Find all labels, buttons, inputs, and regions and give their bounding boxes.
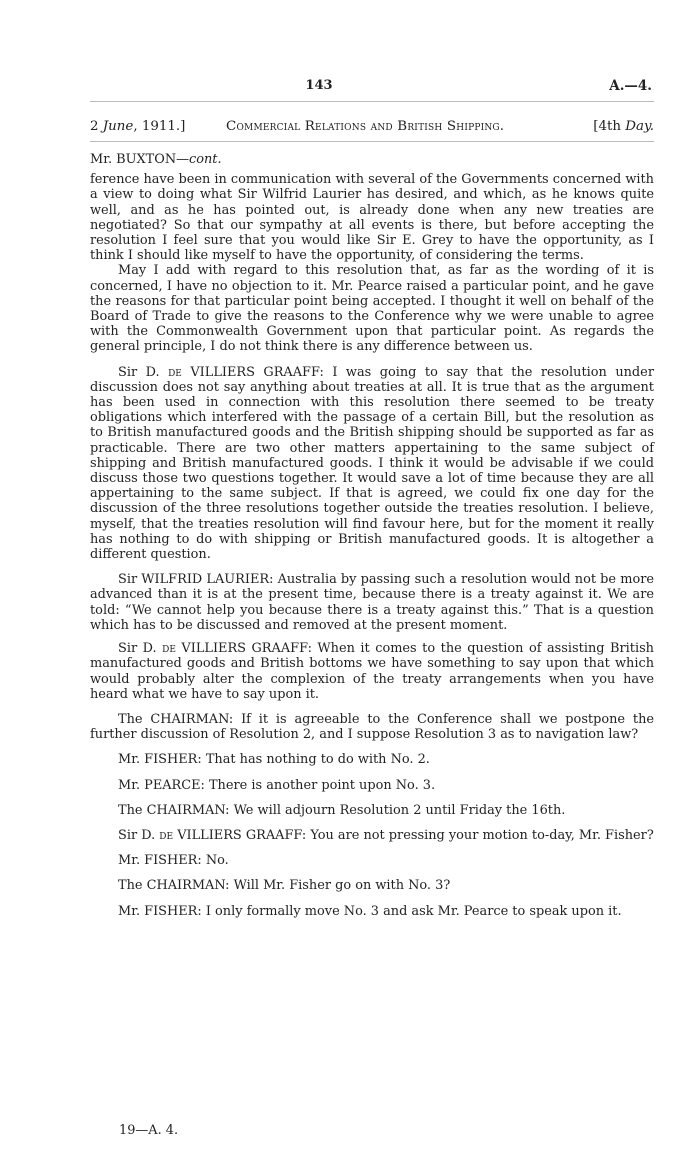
speaker-name: Mr. FISHER (118, 903, 198, 919)
paragraph-13 (90, 904, 654, 919)
paragraph-1: ference have been in communication with several of the Governments concerned with a view to doing what Sir Wilfrid Laurier has desired, and which, as he knows quite well, and as he has pointed out, is already done when any new treaties are negotiated? So that our sympathy at all events is there, but before accepting the resolution I feel sure that you would like Sir E. Grey to have the opportunity, as I think I should like myself to have the opportunity, of considering the terms. (90, 172, 654, 264)
paper-reference: A.—4. (609, 78, 652, 94)
paragraph-12 (90, 878, 654, 893)
speech-text: : I only formally move No. 3 and ask Mr. Pearce to speak upon it. (197, 903, 622, 919)
speaker-name: Mr. FISHER (118, 853, 198, 869)
header-rule (90, 101, 654, 102)
paragraph-11 (90, 853, 654, 868)
speaker-continued (90, 152, 654, 167)
date-prefix: 2 (90, 119, 103, 134)
speaker-name: Sir WILFRID LAURIER (118, 572, 270, 588)
paragraph-9 (90, 803, 654, 818)
running-head-title: Commercial Relations and British Shipping. (226, 119, 505, 134)
speech-text: : Will Mr. Fisher go on with No. 3? (225, 878, 451, 894)
speech-text: : No. (197, 853, 229, 869)
day-prefix: [4th (593, 119, 626, 134)
day-word: Day. (625, 119, 654, 134)
speech-text: : I was going to say that the resolution under discussion does not say anything about treaties at all. It is true that as the argument has been used in connection with this resolution there seemed to be treaty obligations which interfered with the passage of a certain Bill, but the resolution as to British manufactured goods and the British shipping should be supported as far as practicable. There are two other matters appertaining to the same subject of shipping and British manufactured goods. I think it would be advisable if we could discuss those two questions together. It would save a lot of time because they are all appertaining to the same subject. If that is agreed, we could fix one day for the discussion of the three resolutions together outside the treaties resolution. I believe, myself, that the treaties resolution will find favour here, but for the moment it really has nothing to do with shipping or British manufactured goods. It is altogether a different question. (90, 364, 654, 563)
date-month: June (102, 119, 134, 134)
speaker-name: Mr. FISHER (118, 752, 198, 768)
speech-text: : You are not pressing your motion to-day, Mr. Fisher? (301, 827, 654, 843)
paragraph-3 (90, 365, 654, 563)
speech-text: : There is another point upon No. 3. (200, 777, 436, 793)
paragraph-8 (90, 778, 654, 793)
speaker-name: The CHAIRMAN (118, 711, 229, 727)
continued-label: cont. (189, 152, 222, 167)
paragraph-5 (90, 641, 654, 702)
speech-text: : That has nothing to do with No. 2. (197, 752, 430, 768)
speech-text: : If it is agreeable to the Conference shall we postpone the further discussion of Resolution 2, and I suppose Resolution 3 as to navigation law? (90, 711, 654, 743)
speech-text: : When it comes to the question of assisting British manufactured goods and British bottoms we have something to say upon that which would probably alter the complexion of the treaty arrangements when you have heard what we have to say upon it. (90, 641, 654, 702)
signature-mark: 19—A. 4. (119, 1123, 179, 1138)
page-number: 143 (305, 78, 333, 93)
paragraph-6 (90, 712, 654, 742)
speaker-name: Sir D. de VILLIERS GRAAFF (118, 364, 320, 380)
speaker-name: Mr. PEARCE (118, 777, 201, 793)
speaker-name: The CHAIRMAN (118, 802, 226, 818)
date-suffix: , 1911.] (133, 119, 186, 134)
paragraph-2: May I add with regard to this resolution that, as far as the wording of it is concerned, I have no objection to it. Mr. Pearce raised a particular point, and he gave the reasons for that particular point being accepted. I thought it well on behalf of the Board of Trade to give the reasons to the Conference why we were unable to agree with the Commonwealth Government upon that particular point. As regards the general principle, I do not think there is any difference between us. (90, 263, 654, 355)
paragraph-10 (90, 828, 654, 843)
paragraph-4 (90, 572, 654, 633)
speech-text: : We will adjourn Resolution 2 until Friday the 16th. (225, 802, 566, 818)
document-body (90, 152, 654, 919)
running-head-rule (90, 141, 654, 142)
speech-text: : Australia by passing such a resolution would not be more advanced than it is at the present time, because there is a treaty against it. We are told: “We cannot help you because there is a treaty against this.” That is a question which has to be discussed and removed at the present moment. (90, 572, 654, 633)
speaker-name: Sir D. de VILLIERS GRAAFF (118, 641, 308, 657)
running-head-day (593, 119, 654, 135)
paragraph-7 (90, 752, 654, 767)
speaker-name: The CHAIRMAN (118, 878, 226, 894)
running-head-date (90, 119, 185, 135)
speaker-name: Sir D. de VILLIERS GRAAFF (118, 827, 302, 843)
speaker-name: Mr. BUXTON— (90, 152, 189, 167)
